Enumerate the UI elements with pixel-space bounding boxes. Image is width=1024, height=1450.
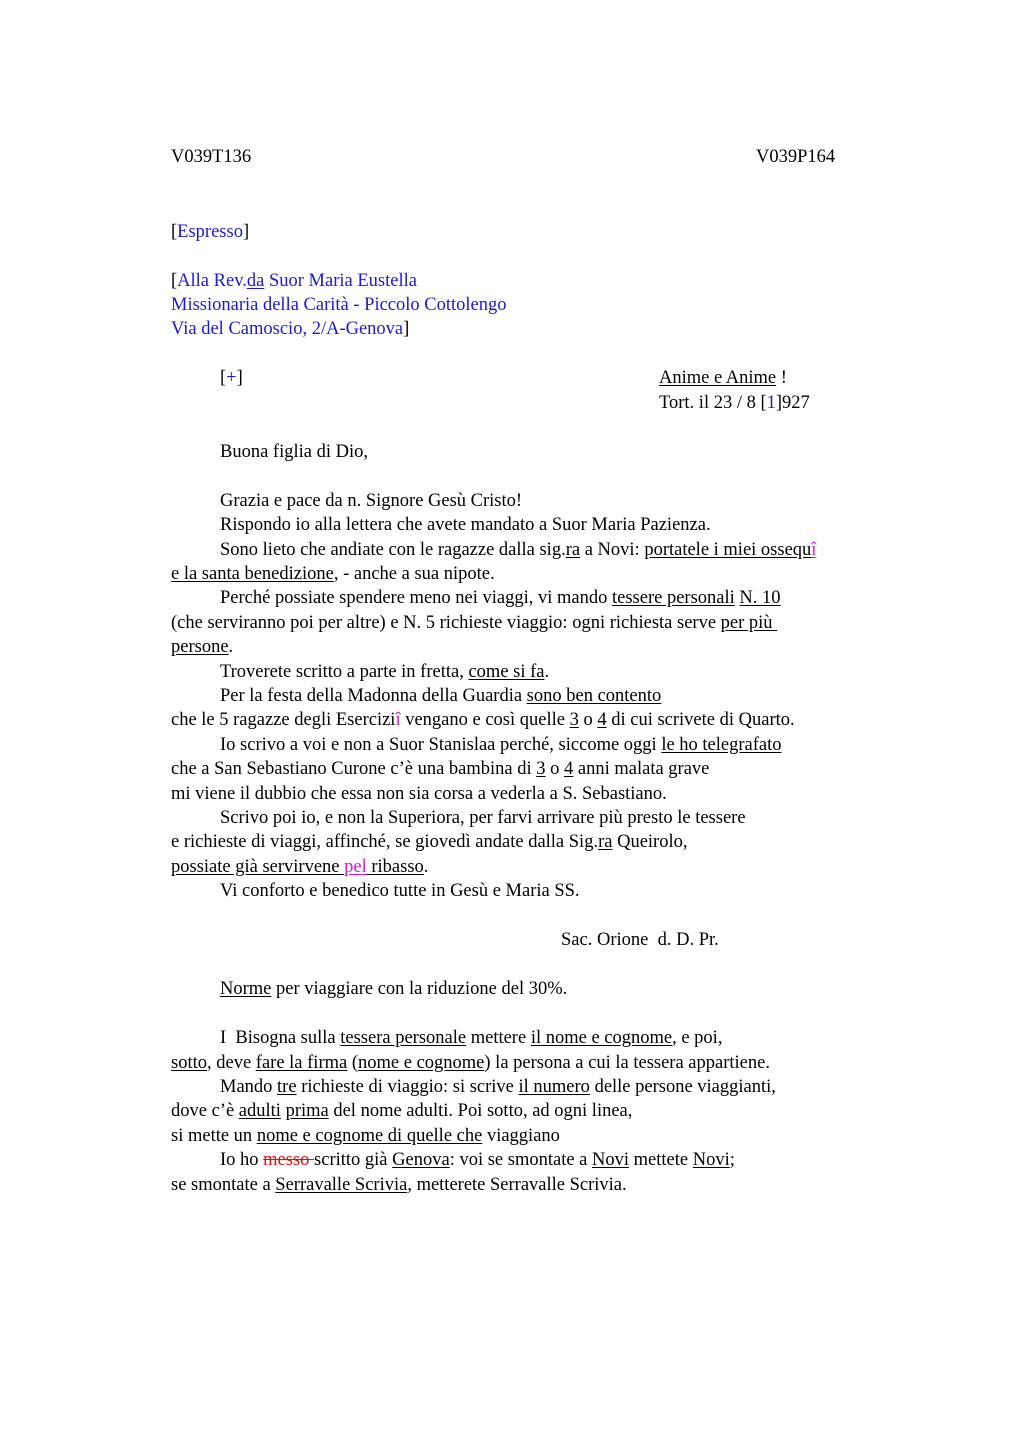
- address-line-3: Via del Camoscio, 2/A-Genova]: [171, 319, 410, 339]
- norme-heading: Norme per viaggiare con la riduzione del 30%.: [220, 979, 568, 999]
- body-line: (che serviranno poi per altre) e N. 5 richieste viaggio: ogni richiesta serve per più: [171, 613, 778, 633]
- body-line: Perché possiate spendere meno nei viaggi, vi mando tessere personali N. 10: [220, 588, 781, 608]
- body-line: Scrivo poi io, e non la Superiora, per farvi arrivare più presto le tessere: [220, 808, 746, 828]
- motto: Anime e Anime !: [659, 368, 787, 388]
- norme-line: si mette un nome e cognome di quelle che viaggiano: [171, 1126, 560, 1146]
- norme-line: sotto, deve fare la firma (nome e cognome) la persona a cui la tessera appartiene.: [171, 1053, 770, 1073]
- body-line: che a San Sebastiano Curone c’è una bambina di 3 o 4 anni malata grave: [171, 759, 710, 779]
- body-line: e richieste di viaggi, affinché, se giovedì andate dalla Sig.ra Queirolo,: [171, 832, 688, 852]
- espresso-note: [Espresso]: [171, 222, 250, 242]
- body-line: mi viene il dubbio che essa non sia corsa a vederla a S. Sebastiano.: [171, 784, 667, 804]
- norme-line: I Bisogna sulla tessera personale mettere il nome e cognome, e poi,: [220, 1028, 723, 1048]
- body-line: e la santa benedizione, - anche a sua nipote.: [171, 564, 495, 584]
- address-line-2: Missionaria della Carità - Piccolo Cottolengo: [171, 295, 507, 315]
- body-line: Grazia e pace da n. Signore Gesù Cristo!: [220, 491, 523, 511]
- date-line: Tort. il 23 / 8 [1]927: [659, 393, 810, 413]
- norme-line: se smontate a Serravalle Scrivia, metterete Serravalle Scrivia.: [171, 1175, 627, 1195]
- body-line: Vi conforto e benedico tutte in Gesù e Maria SS.: [220, 881, 580, 901]
- body-line: Rispondo io alla lettera che avete mandato a Suor Maria Pazienza.: [220, 515, 711, 535]
- body-line: Troverete scritto a parte in fretta, come si fa.: [220, 662, 550, 682]
- body-line: che le 5 ragazze degli Eserciziî vengano e così quelle 3 o 4 di cui scrivete di Quarto.: [171, 710, 795, 730]
- document-code-left: V039T136: [171, 147, 252, 167]
- body-line: Per la festa della Madonna della Guardia sono ben contento: [220, 686, 662, 706]
- body-line: Io scrivo a voi e non a Suor Stanislaa perché, siccome oggi le ho telegrafato: [220, 735, 782, 755]
- signature: Sac. Orione d. D. Pr.: [561, 930, 719, 950]
- espresso-text: Espresso: [177, 222, 243, 242]
- norme-line: Mando tre richieste di viaggio: si scrive il numero delle persone viaggianti,: [220, 1077, 776, 1097]
- body-line: persone.: [171, 637, 234, 657]
- body-line: Sono lieto che andiate con le ragazze dalla sig.ra a Novi: portatele i miei ossequî: [220, 540, 817, 560]
- greeting: Buona figlia di Dio,: [220, 442, 368, 462]
- address-line-1: [Alla Rev.da Suor Maria Eustella: [171, 271, 417, 291]
- norme-line: Io ho messo scritto già Genova: voi se smontate a Novi mettete Novi;: [220, 1150, 735, 1170]
- cross-mark: [+]: [220, 368, 243, 388]
- deleted-word: messo: [263, 1150, 315, 1170]
- document-code-right: V039P164: [756, 147, 836, 167]
- body-line: possiate già servirvene pel ribasso.: [171, 857, 429, 877]
- norme-line: dove c’è adulti prima del nome adulti. Poi sotto, ad ogni linea,: [171, 1101, 633, 1121]
